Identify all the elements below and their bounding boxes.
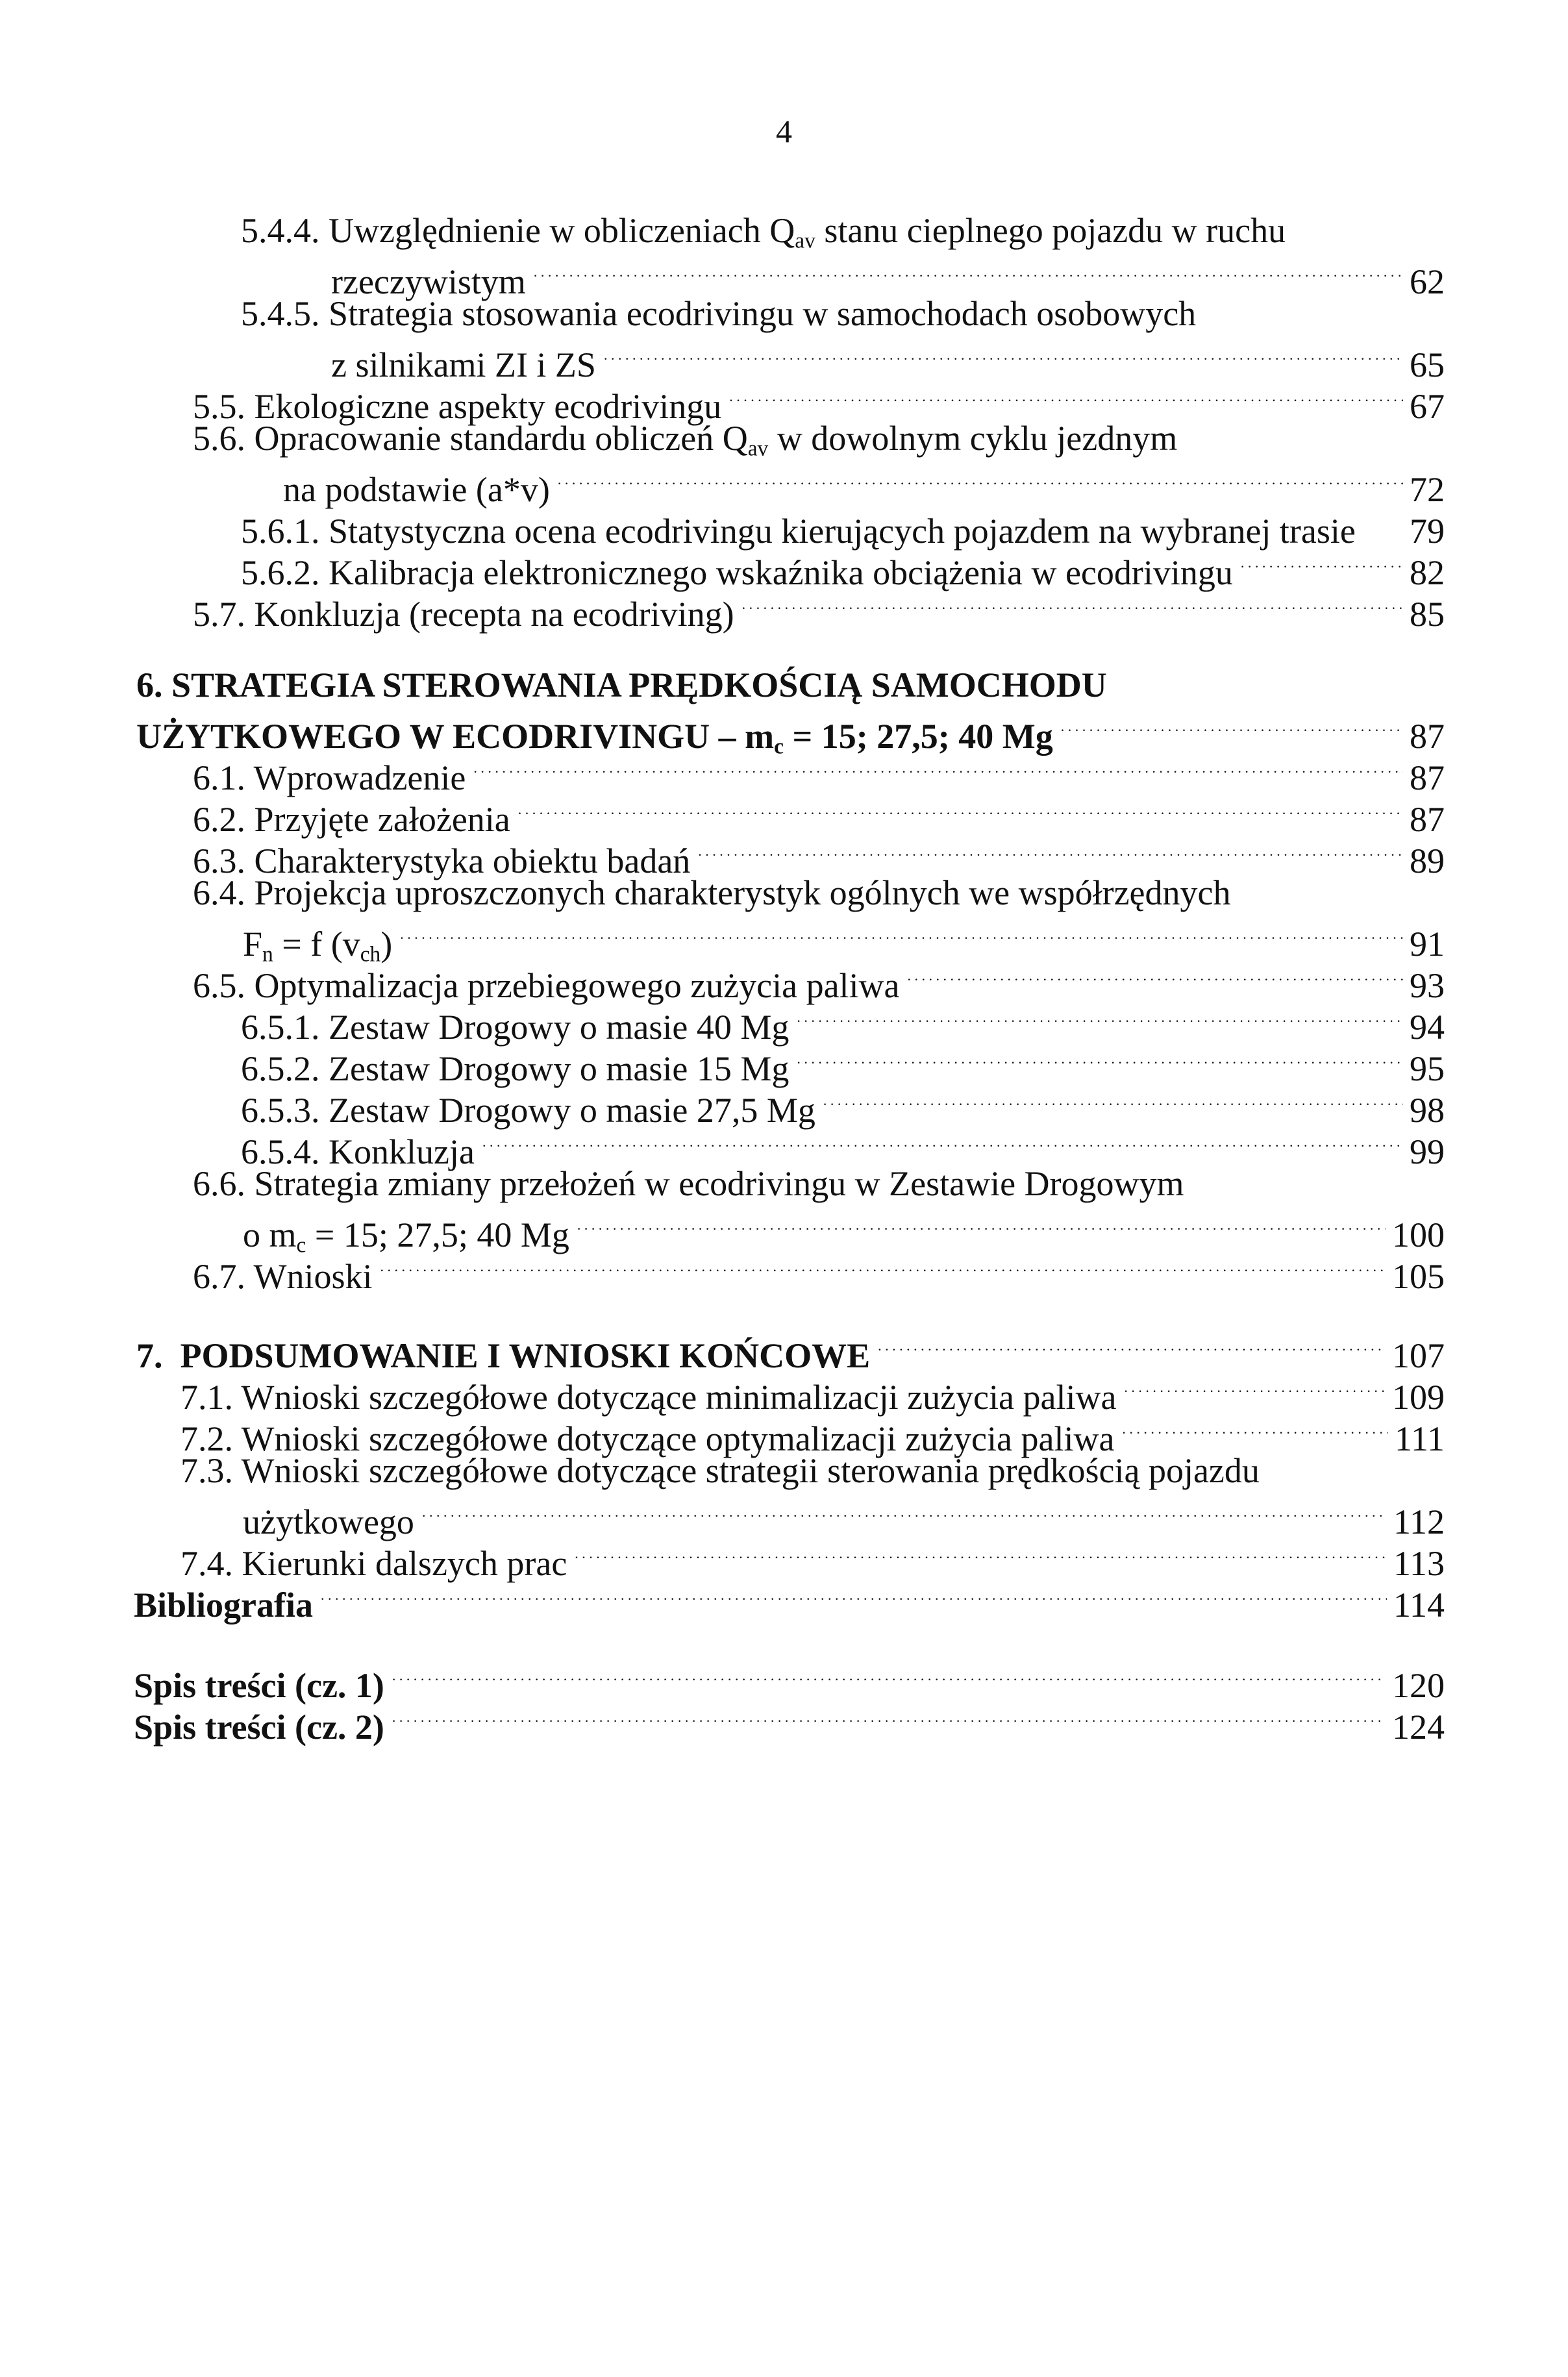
page-ref: 72 xyxy=(1410,470,1445,509)
toc-chapter-6-line2[interactable] xyxy=(136,705,1445,759)
entry-text: Wnioski szczegółowe dotyczące optymalizacji zużycia paliwa xyxy=(241,1419,1115,1458)
page-ref: 113 xyxy=(1393,1544,1445,1583)
entry-number: 6.3. xyxy=(193,841,245,880)
entry-text: Kalibracja elektronicznego wskaźnika obciążenia w ecodrivingu xyxy=(329,553,1233,592)
entry-number: 7.2. xyxy=(180,1419,233,1458)
entry-title: na podstawie (a*v) xyxy=(283,470,550,509)
leader-dots xyxy=(534,251,1403,293)
page-ref: 105 xyxy=(1392,1257,1445,1296)
entry-number: 6.5. xyxy=(193,966,245,1005)
toc-chapter-7[interactable] xyxy=(136,1325,1445,1375)
entry-title-cont: stanu cieplnego pojazdu w ruchu xyxy=(815,211,1286,250)
toc-entry-5-4-4-line2[interactable] xyxy=(331,251,1445,301)
entry-number: 5.4.5. xyxy=(241,294,320,333)
leader-dots xyxy=(797,1038,1403,1080)
toc-entry-6-4-line2[interactable] xyxy=(243,913,1445,967)
entry-title: Wnioski szczegółowe dotyczące strategii sterowania prędkością pojazdu xyxy=(241,1451,1260,1490)
entry-text: Wprowadzenie xyxy=(253,758,466,797)
leader-dots xyxy=(878,1325,1386,1367)
entry-title-cont: = 15; 27,5; 40 Mg xyxy=(306,1215,569,1254)
page-ref: 91 xyxy=(1410,925,1445,964)
entry-text: Zestaw Drogowy o masie 27,5 Mg xyxy=(329,1091,815,1130)
entry-text: Wnioski xyxy=(253,1257,373,1296)
toc-entry-5-6-line2[interactable] xyxy=(283,458,1445,509)
entry-title: Strategia stosowania ecodrivingu w samochodach osobowych xyxy=(329,294,1197,333)
page-ref: 79 xyxy=(1410,512,1445,551)
entry-title: Bibliografia xyxy=(134,1586,314,1624)
entry-title: rzeczywistym xyxy=(331,262,526,301)
leader-dots xyxy=(518,788,1403,831)
page-ref: 87 xyxy=(1410,800,1445,839)
toc-contents-part-1[interactable] xyxy=(134,1654,1445,1705)
toc-entry-5-6-2[interactable] xyxy=(241,541,1445,592)
entry-text: Kierunki dalszych prac xyxy=(242,1544,567,1583)
toc-entry-6-5-4[interactable] xyxy=(241,1121,1445,1171)
page-ref: 95 xyxy=(1410,1049,1445,1088)
entry-number: 7.3. xyxy=(180,1451,233,1490)
formula-sub-n: n xyxy=(262,942,273,967)
leader-dots xyxy=(729,375,1403,418)
entry-text: Ekologiczne aspekty ecodrivingu xyxy=(254,387,722,426)
page-ref: 82 xyxy=(1410,553,1445,592)
toc-chapter-6 xyxy=(136,664,1107,706)
formula-end: ) xyxy=(380,925,393,964)
entry-title-cont: w dowolnym cyklu jezdnym xyxy=(768,419,1178,458)
formula-sub-ch: ch xyxy=(360,942,381,967)
page-ref: 89 xyxy=(1410,841,1445,880)
toc-entry-6-2[interactable] xyxy=(193,788,1445,839)
entry-text: Charakterystyka obiektu badań xyxy=(254,841,691,880)
toc-entry-6-5-2[interactable] xyxy=(241,1038,1445,1088)
toc-entry-5-4-4 xyxy=(241,209,1286,252)
page-ref: 100 xyxy=(1392,1215,1445,1254)
entry-text: Optymalizacja przebiegowego zużycia paliwa xyxy=(254,966,900,1005)
page-ref: 109 xyxy=(1392,1378,1445,1417)
leader-dots xyxy=(742,583,1403,626)
entry-text: Konkluzja xyxy=(329,1132,475,1171)
page-ref: 111 xyxy=(1395,1419,1445,1458)
entry-number: 7.4. xyxy=(180,1544,233,1583)
leader-dots xyxy=(392,1654,1386,1697)
toc-entry-6-4 xyxy=(193,871,1230,914)
toc-entry-5-6-1[interactable] xyxy=(241,500,1445,551)
chapter-title: STRATEGIA STEROWANIA PRĘDKOŚCIĄ SAMOCHODU xyxy=(171,666,1107,704)
entry-title: Uwzględnienie w obliczeniach Q xyxy=(329,211,795,250)
toc-entry-6-5[interactable] xyxy=(193,954,1445,1005)
entry-text: Konkluzja (recepta na ecodriving) xyxy=(254,595,734,634)
leader-dots xyxy=(380,1245,1386,1288)
entry-number: 6.6. xyxy=(193,1164,245,1203)
page-ref: 93 xyxy=(1410,966,1445,1005)
entry-number: 5.6.2. xyxy=(241,553,320,592)
toc-entry-7-4[interactable] xyxy=(180,1532,1445,1583)
leader-dots xyxy=(473,747,1403,790)
entry-subscript: av xyxy=(795,229,815,253)
entry-number: 6.2. xyxy=(193,800,245,839)
page-ref: 85 xyxy=(1410,595,1445,634)
chapter-number: 6. xyxy=(136,666,163,704)
page-ref: 112 xyxy=(1393,1502,1445,1541)
entry-number: 7.1. xyxy=(180,1378,233,1417)
leader-dots xyxy=(575,1532,1387,1575)
leader-dots xyxy=(577,1204,1386,1247)
page-ref: 65 xyxy=(1410,345,1445,384)
entry-number: 6.4. xyxy=(193,873,245,912)
toc-entry-6-5-1[interactable] xyxy=(241,996,1445,1047)
toc-entry-5-4-5-line2[interactable] xyxy=(331,334,1445,384)
toc-entry-7-3 xyxy=(180,1449,1260,1492)
leader-dots xyxy=(392,1696,1386,1739)
chapter-title-cont: = 15; 27,5; 40 Mg xyxy=(783,717,1053,756)
entry-title: Spis treści (cz. 2) xyxy=(134,1708,384,1747)
toc-entry-5-5[interactable] xyxy=(193,375,1445,426)
toc-contents-part-2[interactable] xyxy=(134,1696,1445,1747)
toc-entry-7-1[interactable] xyxy=(180,1366,1445,1417)
leader-dots xyxy=(482,1121,1403,1164)
leader-dots xyxy=(1061,705,1403,748)
leader-dots xyxy=(1241,541,1403,584)
toc-entry-5-6 xyxy=(193,417,1177,460)
toc-entry-7-3-line2[interactable] xyxy=(243,1491,1445,1541)
chapter-title-text: PODSUMOWANIE I WNIOSKI KOŃCOWE xyxy=(180,1336,871,1375)
formula-mid: = f (v xyxy=(273,925,360,964)
chapter-title-text: UŻYTKOWEGO W ECODRIVINGU – m xyxy=(136,717,775,756)
entry-title xyxy=(193,1255,373,1298)
formula-f: F xyxy=(243,925,263,964)
entry-subscript: av xyxy=(747,436,769,461)
entry-title xyxy=(193,593,734,636)
leader-dots xyxy=(422,1491,1387,1534)
entry-text: Przyjęte założenia xyxy=(254,800,510,839)
page-ref: 87 xyxy=(1410,758,1445,797)
toc-entry-6-7[interactable] xyxy=(193,1245,1445,1296)
page-ref: 62 xyxy=(1410,262,1445,301)
toc-entry-6-6 xyxy=(193,1162,1184,1205)
entry-number: 5.7. xyxy=(193,595,245,634)
page-ref: 94 xyxy=(1410,1008,1445,1047)
leader-dots xyxy=(604,334,1403,377)
page-ref: 120 xyxy=(1392,1666,1445,1705)
page-ref: 99 xyxy=(1410,1132,1445,1171)
leader-dots xyxy=(908,954,1403,997)
toc-entry-6-6-line2[interactable] xyxy=(243,1204,1445,1258)
page-ref: 124 xyxy=(1392,1708,1445,1747)
toc-bibliography[interactable] xyxy=(134,1574,1445,1624)
entry-text: Wnioski szczegółowe dotyczące minimalizacji zużycia paliwa xyxy=(241,1378,1117,1417)
entry-number: 6.7. xyxy=(193,1257,245,1296)
chapter-subscript: c xyxy=(774,734,784,759)
page-ref: 114 xyxy=(1393,1586,1445,1624)
page-ref: 98 xyxy=(1410,1091,1445,1130)
leader-dots xyxy=(1124,1366,1386,1409)
entry-text: Statystyczna ocena ecodrivingu kierujących pojazdem na wybranej trasie xyxy=(329,512,1356,551)
entry-text: Zestaw Drogowy o masie 40 Mg xyxy=(329,1008,790,1047)
entry-number: 6.5.4. xyxy=(241,1132,320,1171)
page-number: 4 xyxy=(776,113,792,149)
entry-number: 6.1. xyxy=(193,758,245,797)
leader-dots xyxy=(321,1574,1387,1617)
entry-text: o m xyxy=(243,1215,297,1254)
toc-entry-5-7[interactable] xyxy=(193,583,1445,634)
toc-entry-6-1[interactable] xyxy=(193,747,1445,797)
entry-number: 6.5.3. xyxy=(241,1091,320,1130)
page-ref: 107 xyxy=(1392,1336,1445,1375)
entry-number: 5.6.1. xyxy=(241,512,320,551)
entry-title: użytkowego xyxy=(243,1502,414,1541)
toc-entry-6-3[interactable] xyxy=(193,830,1445,880)
entry-number: 6.5.2. xyxy=(241,1049,320,1088)
page-ref: 87 xyxy=(1410,717,1445,756)
entry-number: 5.4.4. xyxy=(241,211,320,250)
leader-dots xyxy=(823,1079,1403,1122)
entry-title: Opracowanie standardu obliczeń Q xyxy=(254,419,748,458)
leader-dots xyxy=(698,830,1403,873)
leader-dots xyxy=(558,458,1403,501)
leader-dots xyxy=(400,913,1403,956)
entry-number: 6.5.1. xyxy=(241,1008,320,1047)
entry-number: 5.6. xyxy=(193,419,245,458)
entry-title: Strategia zmiany przełożeń w ecodrivingu w Zestawie Drogowym xyxy=(254,1164,1184,1203)
page-ref: 67 xyxy=(1410,387,1445,426)
leader-dots xyxy=(797,996,1403,1039)
leader-dots xyxy=(1122,1408,1388,1450)
toc-entry-6-5-3[interactable] xyxy=(241,1079,1445,1130)
entry-subscript: c xyxy=(296,1233,306,1258)
toc-entry-5-4-5 xyxy=(241,292,1196,335)
entry-title: Spis treści (cz. 1) xyxy=(134,1666,384,1705)
entry-title: z silnikami ZI i ZS xyxy=(331,345,596,384)
chapter-number: 7. xyxy=(136,1336,163,1375)
entry-text: Zestaw Drogowy o masie 15 Mg xyxy=(329,1049,790,1088)
toc-entry-7-2[interactable] xyxy=(180,1408,1445,1458)
entry-title: Projekcja uproszczonych charakterystyk ogólnych we współrzędnych xyxy=(254,873,1231,912)
entry-number: 5.5. xyxy=(193,387,245,426)
